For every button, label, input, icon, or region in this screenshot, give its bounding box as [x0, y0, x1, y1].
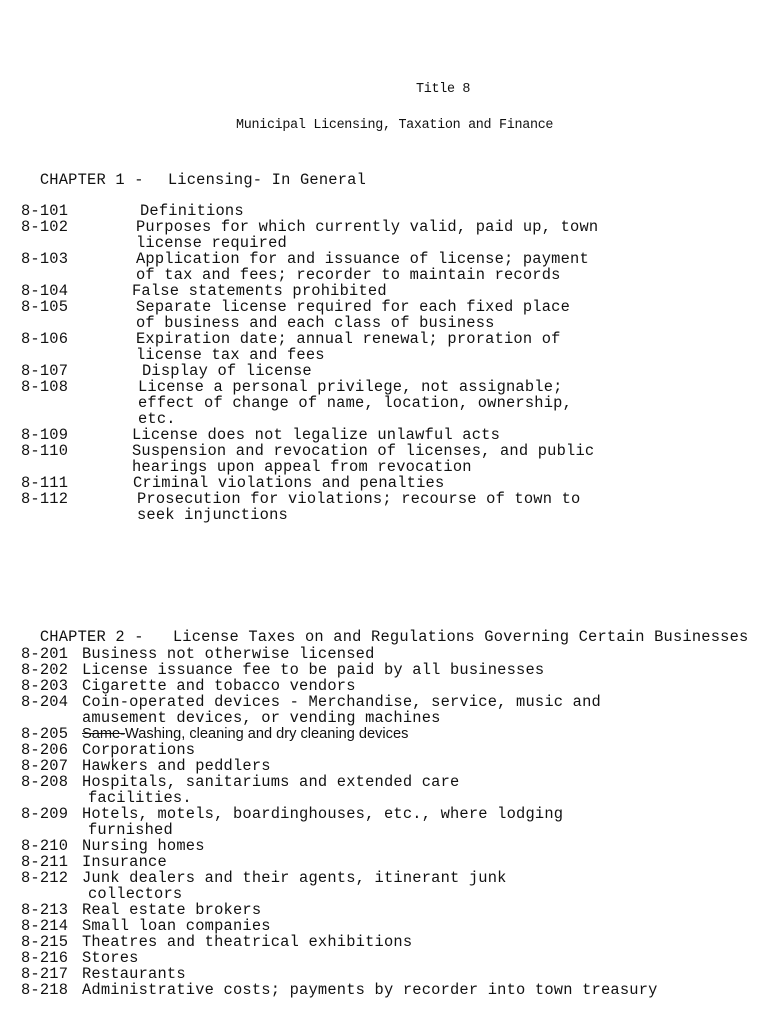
- list-item: [21, 331, 598, 363]
- list-item: [21, 934, 658, 950]
- section-number: 8-106: [21, 330, 69, 348]
- section-number: 8-213: [21, 901, 69, 919]
- section-title: Suspension and revocation of licenses, and public hearings upon appeal from revocation: [132, 442, 595, 476]
- list-item: [21, 758, 658, 774]
- section-number: 8-112: [21, 490, 69, 508]
- section-title: License issuance fee to be paid by all businesses: [82, 661, 545, 679]
- section-number: 8-105: [21, 298, 69, 316]
- list-item: [21, 678, 658, 694]
- section-title: Restaurants: [82, 965, 186, 983]
- section-title: Criminal violations and penalties: [133, 474, 445, 492]
- section-number: 8-101: [21, 202, 69, 220]
- list-item: [21, 646, 658, 662]
- struck-text: Same-: [82, 726, 125, 742]
- section-number: 8-214: [21, 917, 69, 935]
- section-title: Coin-operated devices - Merchandise, service, music and amusement devices, or vending machines: [82, 693, 601, 727]
- section-number: 8-110: [21, 442, 69, 460]
- list-item: [21, 491, 598, 523]
- chapter-2-section-list: [21, 646, 658, 998]
- section-number: 8-204: [21, 693, 69, 711]
- section-title: Stores: [82, 949, 139, 967]
- chapter-2-heading: [21, 610, 748, 646]
- section-title: Hawkers and peddlers: [82, 757, 271, 775]
- section-title: Expiration date; annual renewal; proration of license tax and fees: [136, 330, 561, 364]
- section-title: Hotels, motels, boardinghouses, etc., where lodging furnished: [82, 805, 564, 839]
- section-number: 8-102: [21, 218, 69, 236]
- section-number: 8-201: [21, 645, 69, 663]
- section-title: Hospitals, sanitariums and extended care facilities.: [82, 773, 460, 807]
- list-item: [21, 838, 658, 854]
- list-item: [21, 283, 598, 299]
- section-title: License does not legalize unlawful acts: [132, 426, 500, 444]
- section-title: Corporations: [82, 741, 196, 759]
- section-title: Nursing homes: [82, 837, 205, 855]
- section-number: 8-207: [21, 757, 69, 775]
- document-subtitle: Municipal Licensing, Taxation and Finance: [236, 118, 554, 133]
- section-number: 8-218: [21, 981, 69, 999]
- chapter-1-number: CHAPTER 1 -: [39, 171, 144, 189]
- section-title: False statements prohibited: [132, 282, 387, 300]
- section-title: Application for and issuance of license; payment of tax and fees; recorder to maintain records: [136, 250, 589, 284]
- section-title: Separate license required for each fixed place of business and each class of business: [136, 298, 571, 332]
- list-item: [21, 806, 658, 838]
- section-number: 8-217: [21, 965, 69, 983]
- list-item: [21, 363, 598, 379]
- list-item: [21, 427, 598, 443]
- chapter-1-name: Licensing- In General: [167, 171, 367, 189]
- document-title: Title 8: [416, 82, 471, 97]
- section-title: Theatres and theatrical exhibitions: [82, 933, 413, 951]
- chapter-1-section-list: [21, 203, 598, 523]
- section-title: Definitions: [140, 202, 244, 220]
- list-item: [21, 742, 658, 758]
- list-item: [21, 379, 598, 427]
- section-title: Business not otherwise licensed: [82, 645, 375, 663]
- section-number: 8-111: [21, 474, 69, 492]
- section-number: 8-202: [21, 661, 69, 679]
- list-item: [21, 774, 658, 806]
- section-number: 8-108: [21, 378, 69, 396]
- section-title: Insurance: [82, 853, 167, 871]
- section-number: 8-216: [21, 949, 69, 967]
- section-title: Junk dealers and their agents, itinerant junk collectors: [82, 869, 507, 903]
- section-title-text: Washing, cleaning and dry cleaning devices: [124, 726, 409, 742]
- list-item: [21, 443, 598, 475]
- chapter-2-name: License Taxes on and Regulations Governing Certain Businesses: [172, 628, 749, 646]
- section-number: 8-107: [21, 362, 69, 380]
- list-item: [21, 299, 598, 331]
- list-item: [21, 203, 598, 219]
- list-item: [21, 219, 598, 251]
- section-title: Display of license: [142, 362, 312, 380]
- chapter-2-number: CHAPTER 2 -: [39, 628, 144, 646]
- section-number: 8-205: [21, 725, 69, 743]
- section-title: Cigarette and tobacco vendors: [82, 677, 356, 695]
- section-number: 8-104: [21, 282, 69, 300]
- section-number: 8-212: [21, 869, 69, 887]
- list-item: [21, 902, 658, 918]
- list-item: [21, 966, 658, 982]
- list-item: [21, 854, 658, 870]
- list-item: [21, 475, 598, 491]
- section-title: Purposes for which currently valid, paid up, town license required: [136, 218, 599, 252]
- list-item: [21, 870, 658, 902]
- section-number: 8-211: [21, 853, 69, 871]
- list-item: [21, 694, 658, 726]
- list-item: [21, 251, 598, 283]
- section-title: Small loan companies: [82, 917, 271, 935]
- section-number: 8-210: [21, 837, 69, 855]
- section-number: 8-208: [21, 773, 69, 791]
- section-number: 8-203: [21, 677, 69, 695]
- section-title: Administrative costs; payments by recorder into town treasury: [82, 981, 658, 999]
- list-item: [21, 982, 658, 998]
- section-title: Real estate brokers: [82, 901, 262, 919]
- list-item: [21, 950, 658, 966]
- section-number: 8-206: [21, 741, 69, 759]
- section-title: License a personal privilege, not assignable; effect of change of name, location, ownership, etc.: [138, 378, 573, 428]
- section-title: Prosecution for violations; recourse of town to seek injunctions: [137, 490, 581, 524]
- section-number: 8-209: [21, 805, 69, 823]
- section-number: 8-215: [21, 933, 69, 951]
- section-title: [82, 726, 658, 742]
- list-item: [21, 726, 658, 742]
- chapter-1-heading: [21, 153, 366, 189]
- section-number: 8-109: [21, 426, 69, 444]
- list-item: [21, 662, 658, 678]
- list-item: [21, 918, 658, 934]
- section-number: 8-103: [21, 250, 69, 268]
